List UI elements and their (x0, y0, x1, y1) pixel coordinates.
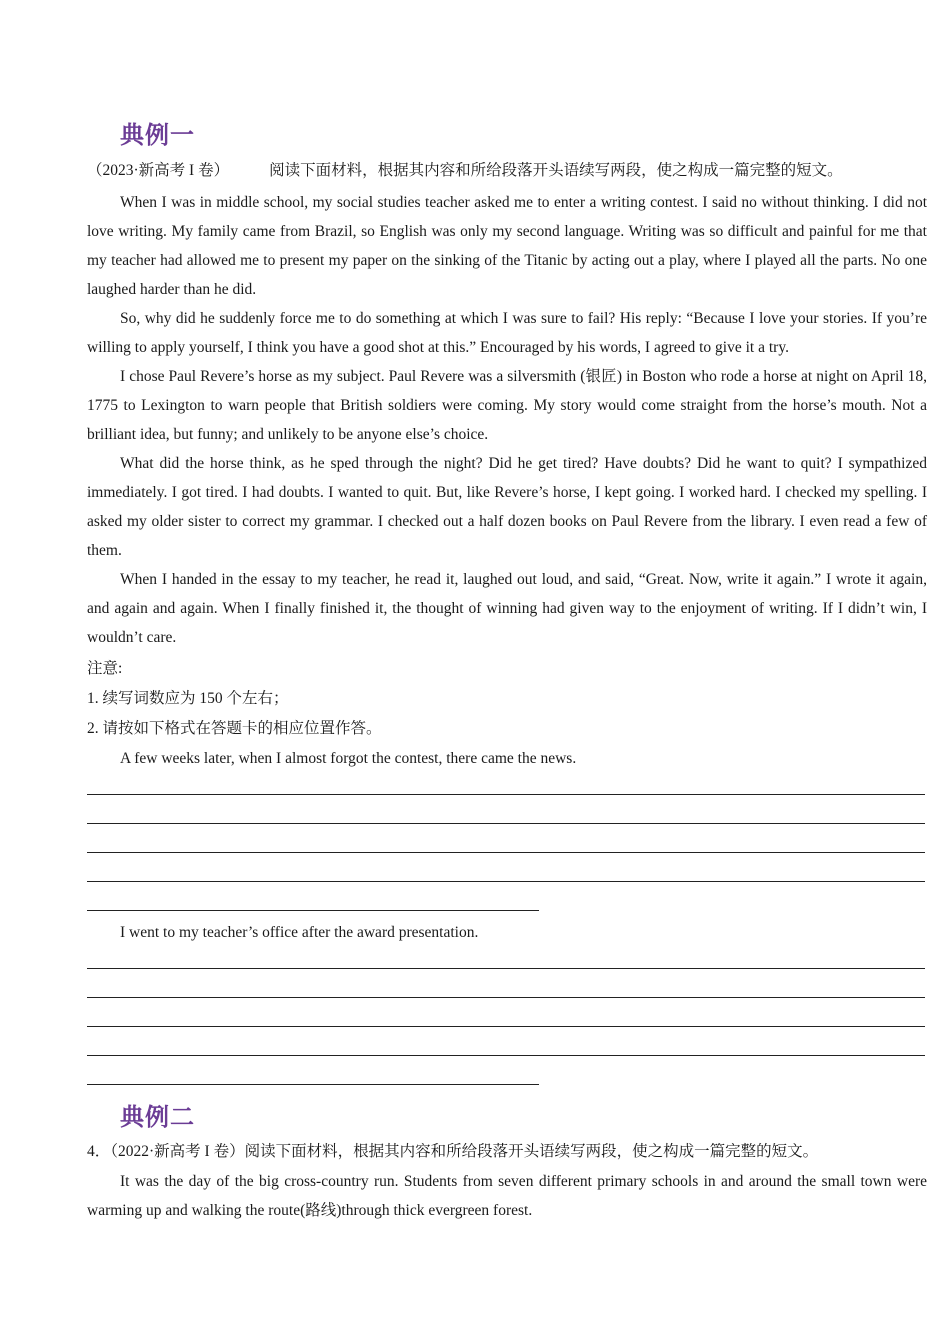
note-2: 2. 请按如下格式在答题卡的相应位置作答。 (87, 720, 382, 737)
answer-line (87, 794, 925, 795)
answer-line (87, 1084, 539, 1085)
answer-line (87, 852, 925, 853)
example1-paragraph-5: When I handed in the essay to my teacher, he read it, laughed out loud, and said, “Great. Now, write it again.” I wrote it again, and again and again. When I finally finished it, the thought of winning had given way to the enjoyment of writing. If I didn’t win, I wouldn’t care. (87, 571, 927, 646)
example1-prompt (87, 161, 843, 181)
answer-line (87, 881, 925, 882)
question-number: 4． (87, 1143, 111, 1160)
example2-instruction: 阅读下面材料，根据其内容和所给段落开头语续写两段，使之构成一篇完整的短文。 (244, 1143, 819, 1160)
answer-line (87, 997, 925, 998)
note-1: 1. 续写词数应为 150 个左右； (87, 690, 289, 707)
example2-heading: 典例二 (120, 1103, 195, 1131)
example2-paragraph: It was the day of the big cross-country run. Students from seven different primary schools in and around the small town were warming up and walking the route(路线)through thick evergreen forest. (87, 1173, 927, 1219)
answer-line (87, 1055, 925, 1056)
example2-prompt (87, 1142, 818, 1162)
paragraph-opener-2: I went to my teacher’s office after the award presentation. (120, 924, 479, 941)
paragraph-opener-1: A few weeks later, when I almost forgot the contest, there came the news. (120, 750, 577, 767)
example1-heading: 典例一 (120, 121, 195, 149)
example2-source: （2022·新高考 I 卷） (110, 1143, 245, 1160)
example1-paragraph-1: When I was in middle school, my social studies teacher asked me to enter a writing contest. I said no without thinking. I did not love writing. My family came from Brazil, so English was only my second language. Writing was so difficult and painful for me that my teacher had allowed me to present my paper on the sinking of the Titanic by acting out a play, where I played all the parts. No one laughed harder than he did. (87, 194, 927, 298)
answer-line (87, 910, 539, 911)
example1-paragraph-3: I chose Paul Revere’s horse as my subject. Paul Revere was a silversmith (银匠) in Boston who rode a horse at night on April 18, 1775 to Lexington to warn people that British soldiers were coming. My story would come straight from the horse’s mouth. Not a brilliant idea, but funny; and unlikely to be anyone else’s choice. (87, 368, 927, 443)
answer-line (87, 968, 925, 969)
example1-source: （2023·新高考 I 卷） (87, 162, 230, 179)
notes-label: 注意: (87, 660, 123, 677)
example1-instruction: 阅读下面材料，根据其内容和所给段落开头语续写两段，使之构成一篇完整的短文。 (269, 162, 843, 179)
answer-line (87, 1026, 925, 1027)
example1-paragraph-4: What did the horse think, as he sped through the night? Did he get tired? Have doubts? Did he want to quit? I sympathized immediately. I got tired. I had doubts. I wanted to quit. But, like Revere’s horse, I kept going. I worked hard. I checked my spelling. I asked my older sister to correct my grammar. I checked out a half dozen books on Paul Revere from the library. I even read a few of them. (87, 455, 927, 559)
answer-line (87, 823, 925, 824)
example1-paragraph-2: So, why did he suddenly force me to do something at which I was sure to fail? His reply: “Because I love your stories. If you’re willing to apply yourself, I think you have a good shot at this.” Encouraged by his words, I agreed to give it a try. (87, 310, 927, 356)
